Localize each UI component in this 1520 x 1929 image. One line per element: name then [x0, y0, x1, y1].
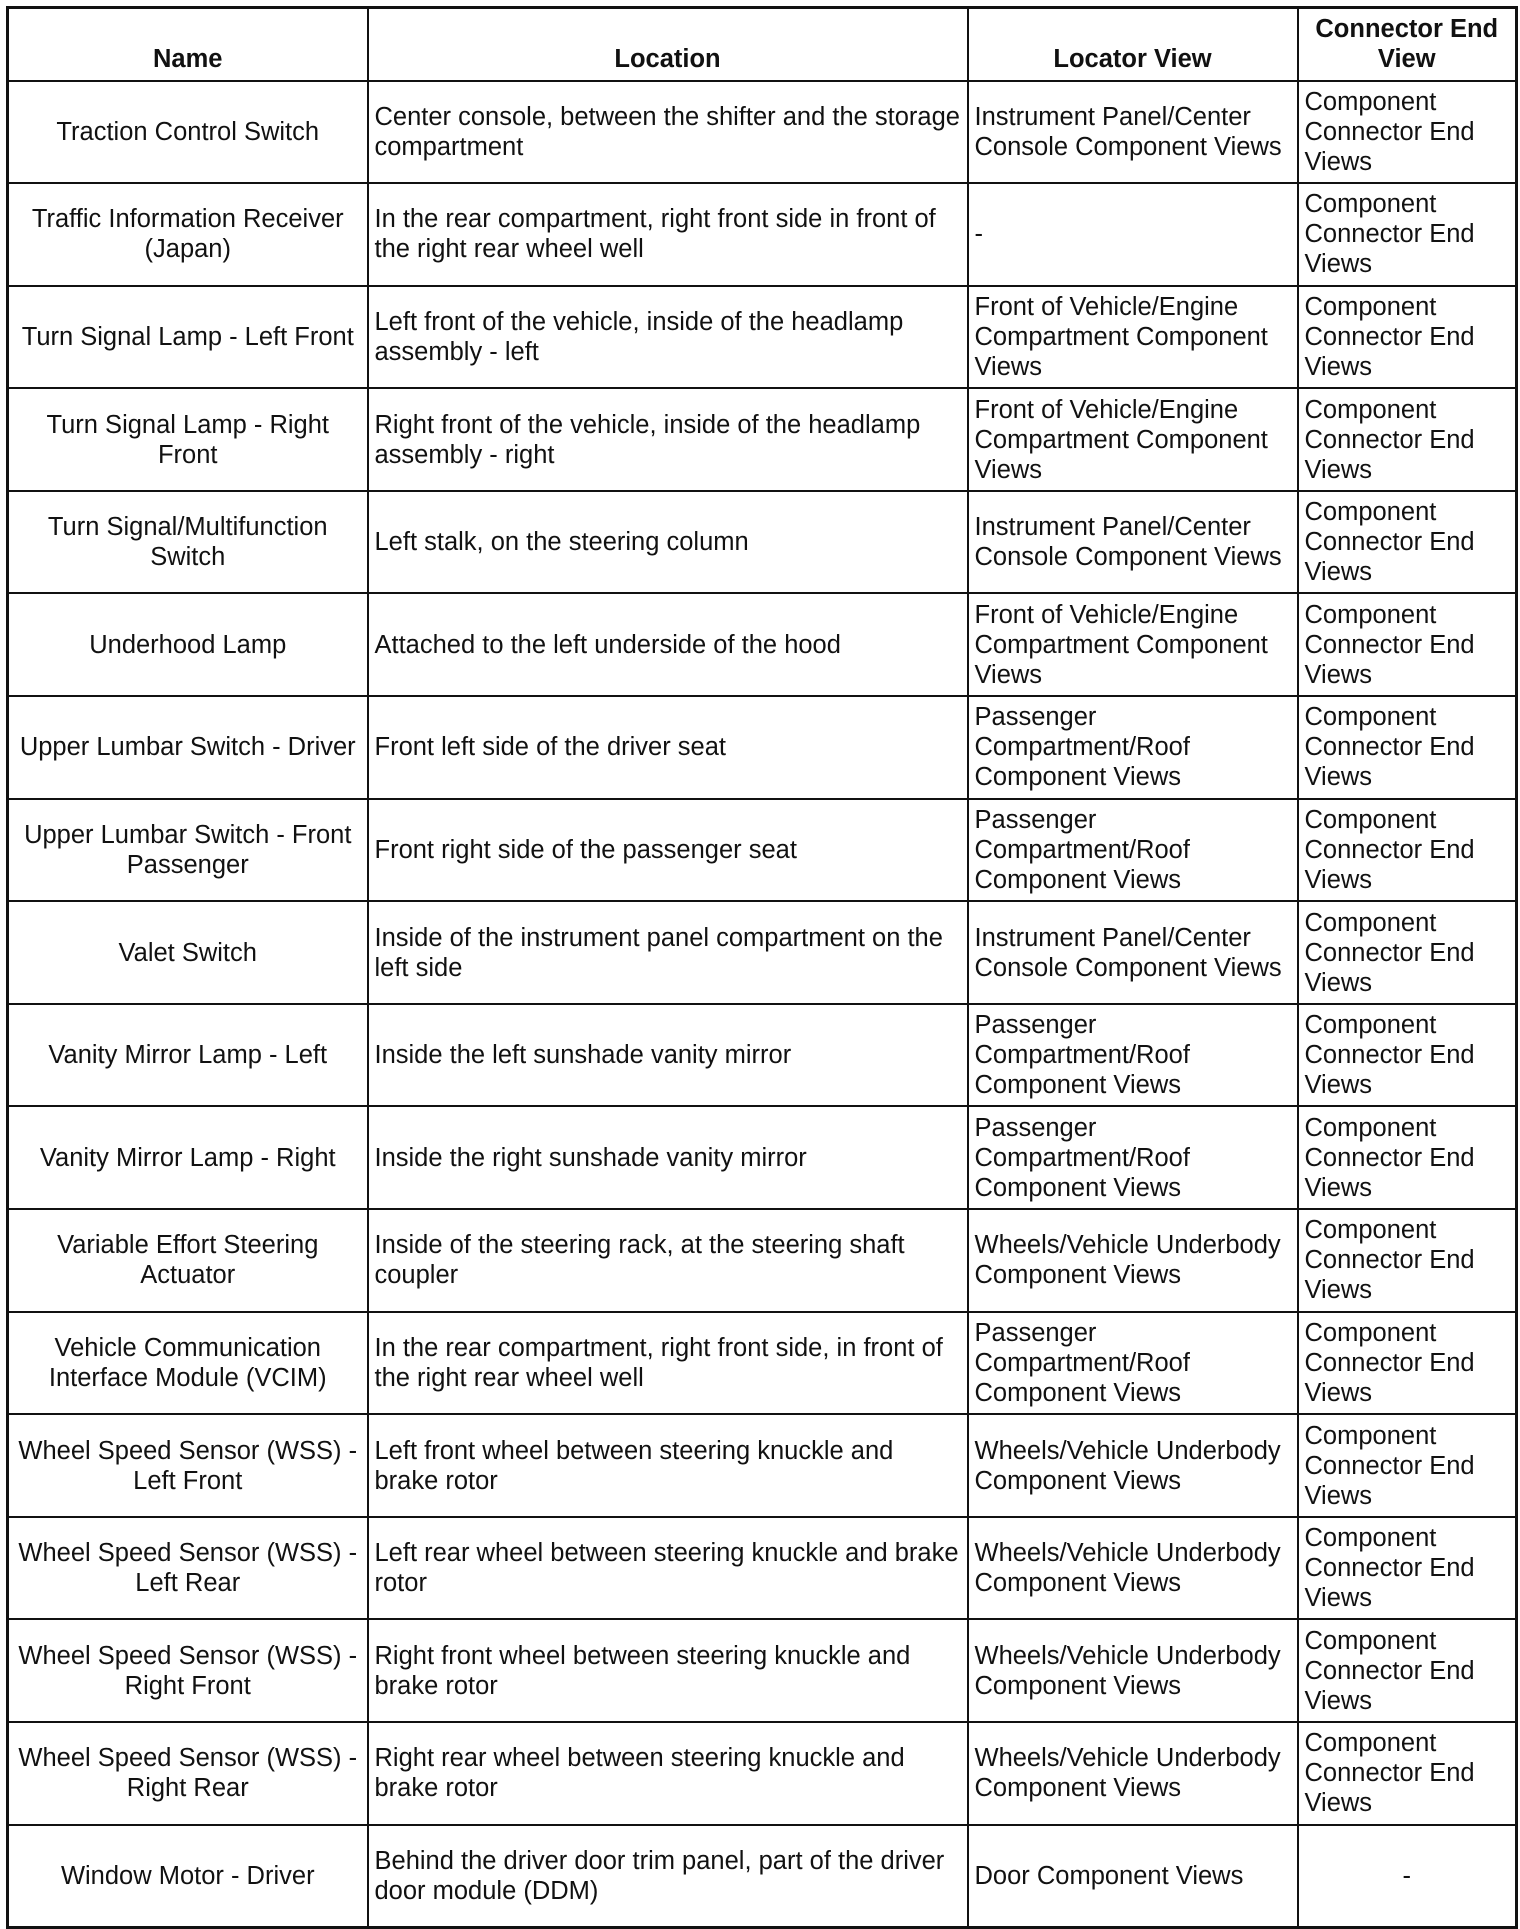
cell-name: Traffic Information Receiver (Japan)	[8, 183, 368, 286]
table-row	[8, 1722, 1517, 1825]
cell-connector-end-view: Component Connector End Views	[1298, 799, 1517, 902]
cell-location: Right front of the vehicle, inside of the headlamp assembly - right	[368, 388, 968, 491]
table-row	[8, 1825, 1517, 1928]
cell-name: Underhood Lamp	[8, 593, 368, 696]
table-row	[8, 1209, 1517, 1312]
cell-locator-view: Wheels/Vehicle Underbody Component Views	[968, 1414, 1298, 1517]
cell-locator-view: Passenger Compartment/Roof Component Views	[968, 696, 1298, 799]
cell-location: Front right side of the passenger seat	[368, 799, 968, 902]
cell-connector-end-view: Component Connector End Views	[1298, 1106, 1517, 1209]
cell-locator-view: Wheels/Vehicle Underbody Component Views	[968, 1722, 1298, 1825]
cell-name: Variable Effort Steering Actuator	[8, 1209, 368, 1312]
cell-name: Vehicle Communication Interface Module (VCIM)	[8, 1312, 368, 1415]
table-row	[8, 81, 1517, 184]
cell-connector-end-view: Component Connector End Views	[1298, 593, 1517, 696]
cell-connector-end-view: Component Connector End Views	[1298, 901, 1517, 1004]
cell-location: Left stalk, on the steering column	[368, 491, 968, 594]
cell-location: Left rear wheel between steering knuckle and brake rotor	[368, 1517, 968, 1620]
table-row	[8, 1312, 1517, 1415]
cell-name: Wheel Speed Sensor (WSS) - Left Rear	[8, 1517, 368, 1620]
header-location: Location	[368, 8, 968, 81]
cell-location: Inside the left sunshade vanity mirror	[368, 1004, 968, 1107]
cell-connector-end-view: Component Connector End Views	[1298, 286, 1517, 389]
cell-location: Center console, between the shifter and the storage compartment	[368, 81, 968, 184]
cell-name: Upper Lumbar Switch - Driver	[8, 696, 368, 799]
cell-connector-end-view: Component Connector End Views	[1298, 1517, 1517, 1620]
component-locator-table	[6, 6, 1518, 1929]
cell-name: Window Motor - Driver	[8, 1825, 368, 1928]
table-header-row	[8, 8, 1517, 81]
cell-locator-view: Instrument Panel/Center Console Component Views	[968, 491, 1298, 594]
cell-connector-end-view: Component Connector End Views	[1298, 1414, 1517, 1517]
table-row	[8, 286, 1517, 389]
cell-connector-end-view: Component Connector End Views	[1298, 1004, 1517, 1107]
cell-name: Valet Switch	[8, 901, 368, 1004]
cell-locator-view: Door Component Views	[968, 1825, 1298, 1928]
cell-locator-view: -	[968, 183, 1298, 286]
cell-location: Right front wheel between steering knuckle and brake rotor	[368, 1619, 968, 1722]
cell-name: Vanity Mirror Lamp - Right	[8, 1106, 368, 1209]
cell-location: Inside of the instrument panel compartment on the left side	[368, 901, 968, 1004]
cell-name: Wheel Speed Sensor (WSS) - Right Rear	[8, 1722, 368, 1825]
cell-location: Front left side of the driver seat	[368, 696, 968, 799]
cell-locator-view: Front of Vehicle/Engine Compartment Component Views	[968, 593, 1298, 696]
header-name: Name	[8, 8, 368, 81]
component-locator-table-container	[6, 6, 1518, 1929]
table-row	[8, 388, 1517, 491]
table-row	[8, 491, 1517, 594]
cell-connector-end-view: Component Connector End Views	[1298, 183, 1517, 286]
cell-connector-end-view: Component Connector End Views	[1298, 81, 1517, 184]
cell-location: Behind the driver door trim panel, part of the driver door module (DDM)	[368, 1825, 968, 1928]
cell-connector-end-view: Component Connector End Views	[1298, 1619, 1517, 1722]
cell-location: Left front wheel between steering knuckle and brake rotor	[368, 1414, 968, 1517]
cell-locator-view: Wheels/Vehicle Underbody Component Views	[968, 1209, 1298, 1312]
cell-name: Turn Signal Lamp - Left Front	[8, 286, 368, 389]
table-row	[8, 1517, 1517, 1620]
cell-locator-view: Passenger Compartment/Roof Component Views	[968, 1004, 1298, 1107]
cell-locator-view: Front of Vehicle/Engine Compartment Component Views	[968, 286, 1298, 389]
cell-connector-end-view: Component Connector End Views	[1298, 1312, 1517, 1415]
cell-locator-view: Wheels/Vehicle Underbody Component Views	[968, 1619, 1298, 1722]
table-row	[8, 696, 1517, 799]
cell-name: Turn Signal/Multifunction Switch	[8, 491, 368, 594]
table-row	[8, 593, 1517, 696]
table-row	[8, 1004, 1517, 1107]
cell-locator-view: Instrument Panel/Center Console Component Views	[968, 901, 1298, 1004]
cell-locator-view: Passenger Compartment/Roof Component Views	[968, 1312, 1298, 1415]
cell-connector-end-view: Component Connector End Views	[1298, 491, 1517, 594]
cell-locator-view: Passenger Compartment/Roof Component Views	[968, 799, 1298, 902]
cell-name: Wheel Speed Sensor (WSS) - Left Front	[8, 1414, 368, 1517]
table-row	[8, 901, 1517, 1004]
cell-connector-end-view: Component Connector End Views	[1298, 1722, 1517, 1825]
cell-name: Upper Lumbar Switch - Front Passenger	[8, 799, 368, 902]
cell-connector-end-view: Component Connector End Views	[1298, 1209, 1517, 1312]
table-row	[8, 799, 1517, 902]
cell-location: Left front of the vehicle, inside of the headlamp assembly - left	[368, 286, 968, 389]
cell-locator-view: Instrument Panel/Center Console Component Views	[968, 81, 1298, 184]
cell-locator-view: Front of Vehicle/Engine Compartment Component Views	[968, 388, 1298, 491]
cell-name: Wheel Speed Sensor (WSS) - Right Front	[8, 1619, 368, 1722]
cell-location: In the rear compartment, right front side, in front of the right rear wheel well	[368, 1312, 968, 1415]
cell-locator-view: Passenger Compartment/Roof Component Views	[968, 1106, 1298, 1209]
cell-connector-end-view: Component Connector End Views	[1298, 388, 1517, 491]
cell-location: Right rear wheel between steering knuckle and brake rotor	[368, 1722, 968, 1825]
header-connector-end-view: Connector End View	[1298, 8, 1517, 81]
table-body	[8, 81, 1517, 1928]
cell-location: Inside the right sunshade vanity mirror	[368, 1106, 968, 1209]
cell-locator-view: Wheels/Vehicle Underbody Component Views	[968, 1517, 1298, 1620]
cell-location: Attached to the left underside of the hood	[368, 593, 968, 696]
header-locator-view: Locator View	[968, 8, 1298, 81]
cell-name: Vanity Mirror Lamp - Left	[8, 1004, 368, 1107]
table-row	[8, 1619, 1517, 1722]
cell-connector-end-view: -	[1298, 1825, 1517, 1928]
table-row	[8, 1106, 1517, 1209]
cell-name: Traction Control Switch	[8, 81, 368, 184]
cell-connector-end-view: Component Connector End Views	[1298, 696, 1517, 799]
table-row	[8, 183, 1517, 286]
cell-name: Turn Signal Lamp - Right Front	[8, 388, 368, 491]
table-row	[8, 1414, 1517, 1517]
cell-location: In the rear compartment, right front side in front of the right rear wheel well	[368, 183, 968, 286]
cell-location: Inside of the steering rack, at the steering shaft coupler	[368, 1209, 968, 1312]
